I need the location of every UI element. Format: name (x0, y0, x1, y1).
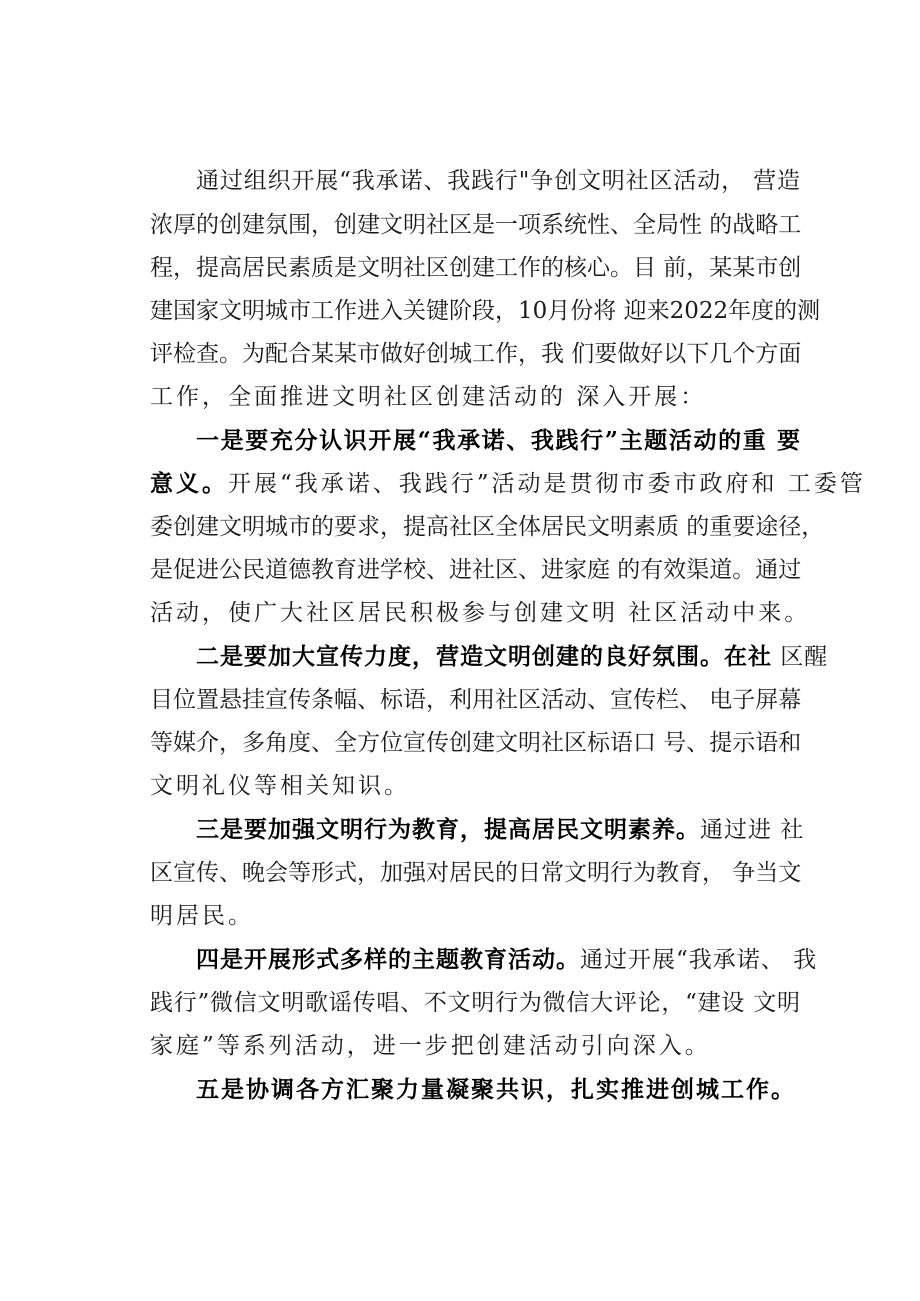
paragraph-1-line-4: 建国家文明城市工作进入关键阶段，10月份将 迎来2022年度的测 (150, 298, 821, 324)
paragraph-3-line-1-text: 区醒 (772, 644, 829, 670)
paragraph-4-line-1-text: 通过进 社 (700, 817, 805, 843)
paragraph-5-line-3: 家庭”等系列活动，进一步把创建活动引向深入。 (150, 1033, 711, 1059)
paragraph-3-heading: 二是要加大宣传力度，营造文明创建的良好氛围。 (196, 643, 724, 670)
paragraph-2-line-3: 委创建文明城市的要求，提高社区全体居民文明素质 的重要途径， (150, 514, 825, 540)
paragraph-5-line-1-text: 通过开展“我承诺、 我 (580, 947, 818, 973)
paragraph-3-line-4: 文明礼仪等相关知识。 (150, 773, 410, 799)
paragraph-1-line-3: 程，提高居民素质是文明社区创建工作的核心。目 前，某某市创 (150, 255, 802, 281)
paragraph-5-line-2: 践行”微信文明歌谣传唱、不文明行为微信大评论，“建设 文明 (150, 990, 800, 1016)
paragraph-2-heading-end: 意义。 (150, 470, 228, 497)
paragraph-1-line-1: 通过组织开展“我承诺、我践行"争创文明社区活动， 营造 (196, 168, 800, 194)
paragraph-3-heading-2: 在社 (724, 643, 772, 670)
paragraph-4-line-2: 区宣传、晚会等形式，加强对居民的日常文明行为教育， 争当文 (150, 860, 802, 886)
paragraph-2-line-2 (150, 469, 866, 499)
paragraph-5-heading: 四是开展形式多样的主题教育活动。 (196, 946, 580, 973)
paragraph-6-heading: 五是协调各方汇聚力量凝聚共识，扎实推进创城工作。 (196, 1076, 796, 1103)
paragraph-1-line-5: 评检查。为配合某某市做好创城工作，我 们要做好以下几个方面 (150, 341, 802, 367)
paragraph-3-line-3: 等媒介，多角度、全方位宣传创建文明社区标语口 号、提示语和 (150, 730, 802, 756)
paragraph-1-line-6: 工作，全面推进文明社区创建活动的 深入开展： (150, 384, 707, 410)
paragraph-4-line-1 (196, 815, 805, 845)
paragraph-4-heading: 三是要加强文明行为教育，提高居民文明素养。 (196, 816, 700, 843)
paragraph-3-line-2: 目位置悬挂宣传条幅、标语，利用社区活动、宣传栏、 电子屏幕 (150, 687, 802, 713)
paragraph-3-line-1 (196, 642, 829, 672)
paragraph-2-line-5: 活动，使广大社区居民积极参与创建文明 社区活动中来。 (150, 600, 811, 626)
paragraph-1-line-2: 浓厚的创建氛围，创建文明社区是一项系统性、全局性 的战略工 (150, 212, 802, 238)
paragraph-5-line-1 (196, 945, 818, 975)
paragraph-2-line-2-text: 开展“我承诺、我践行”活动是贯彻市委市政府和 工委管 (228, 471, 866, 497)
paragraph-4-line-3: 明居民。 (150, 903, 254, 929)
paragraph-2-heading-line-1: 一是要充分认识开展“我承诺、我践行”主题活动的重 要 (196, 427, 800, 454)
paragraph-2-line-4: 是促进公民道德教育进学校、进社区、进家庭 的有效渠道。通过 (150, 557, 802, 583)
